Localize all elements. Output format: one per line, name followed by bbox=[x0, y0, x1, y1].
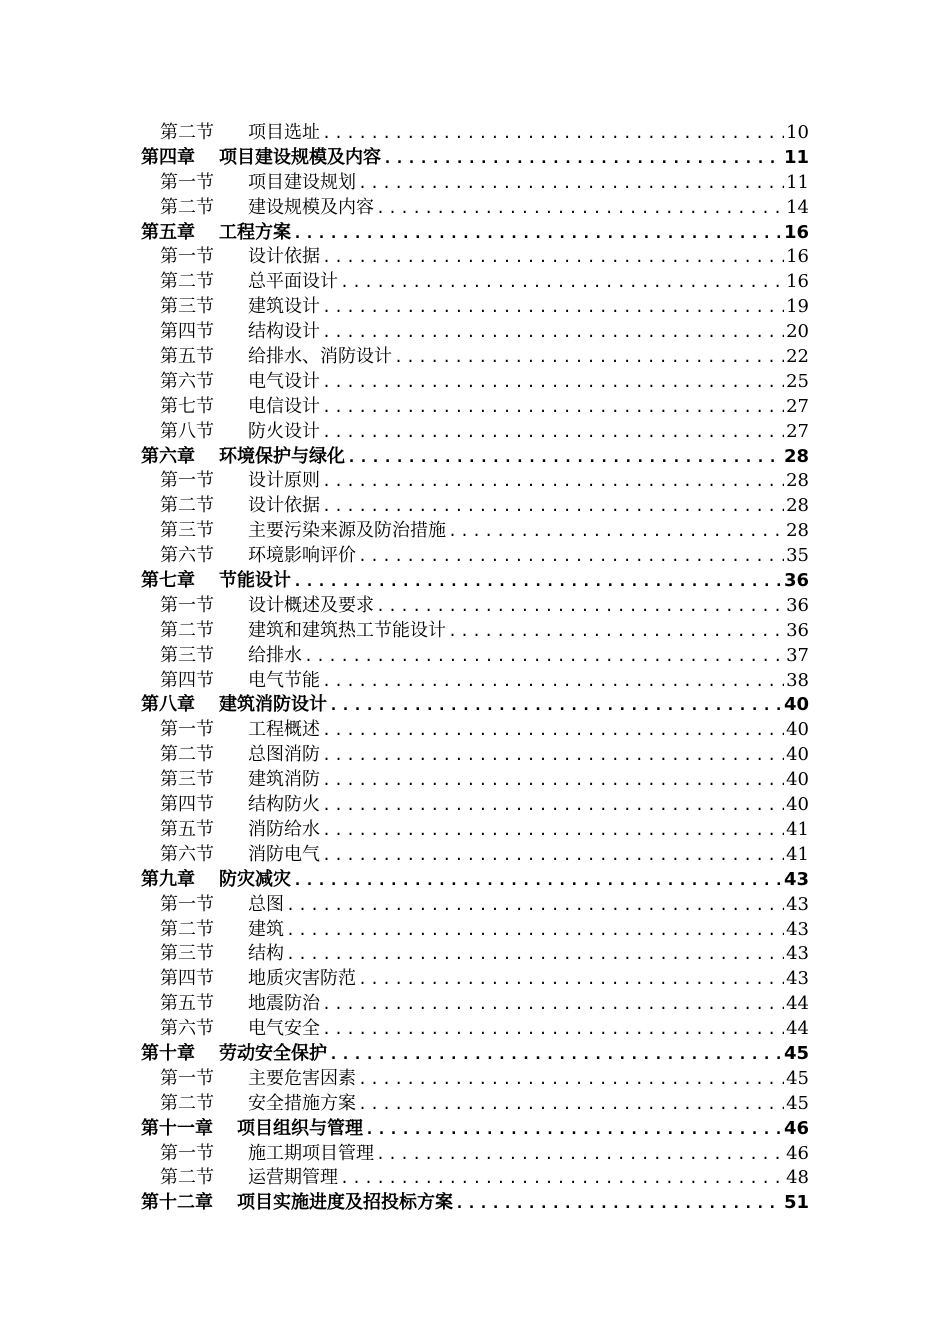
dot-leader bbox=[293, 221, 782, 246]
dot-leader bbox=[358, 544, 784, 569]
page-number: 45 bbox=[783, 1042, 809, 1064]
section-number: 第六节 bbox=[160, 843, 214, 865]
entry-title: 结构 bbox=[248, 943, 284, 965]
entry-title: 工程方案 bbox=[219, 221, 291, 243]
dot-leader bbox=[376, 196, 784, 221]
page-number: 16 bbox=[786, 271, 809, 293]
section-number: 第八节 bbox=[160, 420, 214, 442]
section-number: 第三节 bbox=[160, 943, 214, 965]
toc-section-entry[interactable] bbox=[141, 967, 809, 992]
dot-leader bbox=[448, 519, 784, 544]
entry-title: 项目建设规模及内容 bbox=[219, 146, 381, 168]
page-number: 46 bbox=[786, 1142, 809, 1164]
section-number: 第三节 bbox=[160, 769, 214, 791]
page-number: 45 bbox=[786, 1092, 809, 1114]
toc-section-entry[interactable] bbox=[141, 395, 809, 420]
toc-section-entry[interactable] bbox=[141, 594, 809, 619]
page-number: 45 bbox=[786, 1067, 809, 1089]
toc-entry-label bbox=[160, 171, 356, 196]
page-number: 43 bbox=[783, 868, 809, 890]
toc-entry-label bbox=[160, 295, 320, 320]
page-number: 40 bbox=[786, 719, 809, 741]
toc-section-entry[interactable] bbox=[141, 793, 809, 818]
toc-entry-label bbox=[141, 868, 291, 893]
toc-entry-label bbox=[141, 445, 345, 470]
toc-section-entry[interactable] bbox=[141, 918, 809, 943]
dot-leader bbox=[322, 843, 784, 868]
dot-leader bbox=[293, 569, 782, 594]
dot-leader bbox=[347, 445, 782, 470]
toc-entry-label bbox=[141, 693, 327, 718]
section-number: 第二节 bbox=[160, 196, 214, 218]
section-number: 第一节 bbox=[160, 171, 214, 193]
toc-entry-label bbox=[141, 1042, 327, 1067]
entry-title: 项目实施进度及招投标方案 bbox=[237, 1192, 453, 1214]
toc-section-entry[interactable] bbox=[141, 370, 809, 395]
page-number: 36 bbox=[786, 594, 809, 616]
entry-title: 防火设计 bbox=[248, 420, 320, 442]
dot-leader bbox=[383, 146, 782, 171]
dot-leader bbox=[322, 420, 784, 445]
entry-title: 给排水 bbox=[248, 644, 302, 666]
dot-leader bbox=[322, 320, 784, 345]
toc-entry-label bbox=[160, 967, 356, 992]
dot-leader bbox=[329, 693, 782, 718]
entry-title: 防灾减灾 bbox=[219, 868, 291, 890]
toc-entry-label bbox=[160, 245, 320, 270]
toc-entry-label bbox=[160, 743, 320, 768]
entry-title: 电气节能 bbox=[248, 669, 320, 691]
entry-title: 消防电气 bbox=[248, 843, 320, 865]
toc-section-entry[interactable] bbox=[141, 494, 809, 519]
entry-title: 项目选址 bbox=[248, 122, 320, 143]
page-number: 36 bbox=[783, 570, 809, 592]
toc-section-entry[interactable] bbox=[141, 420, 809, 445]
section-number: 第四节 bbox=[160, 968, 214, 990]
entry-title: 安全措施方案 bbox=[248, 1092, 356, 1114]
page-number: 19 bbox=[786, 296, 809, 318]
page-number: 35 bbox=[786, 545, 809, 567]
dot-leader bbox=[286, 942, 784, 967]
toc-section-entry[interactable] bbox=[141, 544, 809, 569]
toc-entry-label bbox=[141, 1191, 453, 1216]
toc-entry-label bbox=[160, 669, 320, 694]
toc-entry-label bbox=[160, 893, 284, 918]
dot-leader bbox=[286, 918, 784, 943]
section-number: 第一节 bbox=[160, 1142, 214, 1164]
entry-title: 主要危害因素 bbox=[248, 1067, 356, 1089]
toc-entry-label bbox=[160, 1142, 374, 1167]
table-of-contents bbox=[141, 121, 809, 1216]
toc-entry-label bbox=[160, 992, 320, 1017]
chapter-number: 第七章 bbox=[141, 570, 195, 592]
dot-leader bbox=[322, 992, 784, 1017]
page-number: 28 bbox=[786, 520, 809, 542]
page-number: 25 bbox=[786, 370, 809, 392]
toc-section-entry[interactable] bbox=[141, 768, 809, 793]
section-number: 第三节 bbox=[160, 520, 214, 542]
entry-title: 总平面设计 bbox=[248, 271, 338, 293]
dot-leader bbox=[376, 594, 784, 619]
dot-leader bbox=[322, 370, 784, 395]
entry-title: 总图消防 bbox=[248, 744, 320, 766]
dot-leader bbox=[322, 494, 784, 519]
toc-chapter-entry[interactable] bbox=[141, 569, 809, 594]
chapter-number: 第六章 bbox=[141, 445, 195, 467]
dot-leader bbox=[394, 345, 784, 370]
toc-chapter-entry[interactable] bbox=[141, 445, 809, 470]
page-number: 11 bbox=[783, 146, 809, 168]
dot-leader bbox=[293, 868, 782, 893]
entry-title: 建筑消防设计 bbox=[219, 694, 327, 716]
toc-entry-label bbox=[160, 494, 320, 519]
entry-title: 运营期管理 bbox=[248, 1167, 338, 1189]
toc-section-entry[interactable] bbox=[141, 295, 809, 320]
toc-section-entry[interactable] bbox=[141, 893, 809, 918]
toc-section-entry[interactable] bbox=[141, 171, 809, 196]
toc-section-entry[interactable] bbox=[141, 818, 809, 843]
entry-title: 结构设计 bbox=[248, 321, 320, 343]
dot-leader bbox=[322, 295, 784, 320]
entry-title: 电信设计 bbox=[248, 395, 320, 417]
dot-leader bbox=[322, 718, 784, 743]
page-number: 38 bbox=[786, 669, 809, 691]
dot-leader bbox=[322, 743, 784, 768]
chapter-number: 第九章 bbox=[141, 868, 195, 890]
page-number: 40 bbox=[786, 794, 809, 816]
toc-entry-label bbox=[160, 843, 320, 868]
toc-section-entry[interactable] bbox=[141, 669, 809, 694]
toc-entry-label bbox=[141, 569, 291, 594]
dot-leader bbox=[322, 818, 784, 843]
section-number: 第七节 bbox=[160, 395, 214, 417]
toc-entry-label bbox=[160, 768, 320, 793]
entry-title: 环境影响评价 bbox=[248, 545, 356, 567]
toc-section-entry[interactable] bbox=[141, 320, 809, 345]
page-number: 41 bbox=[786, 843, 809, 865]
section-number: 第二节 bbox=[160, 619, 214, 641]
entry-title: 节能设计 bbox=[219, 570, 291, 592]
section-number: 第三节 bbox=[160, 296, 214, 318]
entry-title: 建筑消防 bbox=[248, 769, 320, 791]
toc-entry-label bbox=[160, 619, 446, 644]
entry-title: 施工期项目管理 bbox=[248, 1142, 374, 1164]
entry-title: 总图 bbox=[248, 893, 284, 915]
toc-section-entry[interactable] bbox=[141, 519, 809, 544]
toc-entry-label bbox=[160, 196, 374, 221]
page-number: 22 bbox=[786, 346, 809, 368]
toc-entry-label bbox=[141, 221, 291, 246]
section-number: 第二节 bbox=[160, 1167, 214, 1189]
toc-entry-label bbox=[160, 544, 356, 569]
toc-chapter-entry[interactable] bbox=[141, 1117, 809, 1142]
section-number: 第六节 bbox=[160, 1018, 214, 1040]
chapter-number: 第十一章 bbox=[141, 1117, 213, 1139]
toc-section-entry[interactable] bbox=[141, 1166, 809, 1191]
entry-title: 电气设计 bbox=[248, 370, 320, 392]
page-number: 40 bbox=[786, 769, 809, 791]
page-number: 43 bbox=[786, 943, 809, 965]
chapter-number: 第五章 bbox=[141, 221, 195, 243]
page-number: 46 bbox=[783, 1117, 809, 1139]
section-number: 第一节 bbox=[160, 246, 214, 268]
section-number: 第二节 bbox=[160, 271, 214, 293]
section-number: 第四节 bbox=[160, 669, 214, 691]
page-number: 28 bbox=[786, 470, 809, 492]
page-number: 51 bbox=[783, 1192, 809, 1214]
entry-title: 设计概述及要求 bbox=[248, 594, 374, 616]
toc-section-entry[interactable] bbox=[141, 619, 809, 644]
toc-section-entry[interactable] bbox=[141, 942, 809, 967]
entry-title: 设计依据 bbox=[248, 495, 320, 517]
dot-leader bbox=[376, 1142, 784, 1167]
toc-section-entry[interactable] bbox=[141, 1092, 809, 1117]
toc-entry-label bbox=[160, 594, 374, 619]
toc-section-entry[interactable] bbox=[141, 718, 809, 743]
toc-section-entry[interactable] bbox=[141, 270, 809, 295]
section-number: 第二节 bbox=[160, 495, 214, 517]
dot-leader bbox=[322, 121, 784, 146]
entry-title: 建设规模及内容 bbox=[248, 196, 374, 218]
toc-entry-label bbox=[160, 519, 446, 544]
page-number: 27 bbox=[786, 395, 809, 417]
section-number: 第六节 bbox=[160, 370, 214, 392]
dot-leader bbox=[358, 1092, 784, 1117]
toc-entry-label bbox=[160, 1017, 320, 1042]
dot-leader bbox=[455, 1191, 782, 1216]
toc-entry-label bbox=[160, 121, 320, 146]
section-number: 第五节 bbox=[160, 993, 214, 1015]
page-number: 36 bbox=[786, 619, 809, 641]
chapter-number: 第十章 bbox=[141, 1042, 195, 1064]
page-number: 11 bbox=[786, 171, 809, 193]
toc-chapter-entry[interactable] bbox=[141, 146, 809, 171]
dot-leader bbox=[322, 793, 784, 818]
section-number: 第四节 bbox=[160, 321, 214, 343]
toc-section-entry[interactable] bbox=[141, 196, 809, 221]
page-number: 44 bbox=[786, 993, 809, 1015]
dot-leader bbox=[322, 768, 784, 793]
toc-entry-label bbox=[160, 818, 320, 843]
toc-entry-label bbox=[160, 793, 320, 818]
dot-leader bbox=[340, 270, 784, 295]
entry-title: 劳动安全保护 bbox=[219, 1042, 327, 1064]
entry-title: 消防给水 bbox=[248, 818, 320, 840]
dot-leader bbox=[358, 171, 784, 196]
toc-section-entry[interactable] bbox=[141, 121, 809, 146]
toc-section-entry[interactable] bbox=[141, 345, 809, 370]
dot-leader bbox=[448, 619, 784, 644]
section-number: 第二节 bbox=[160, 918, 214, 940]
toc-entry-label bbox=[160, 1166, 338, 1191]
page-number: 43 bbox=[786, 893, 809, 915]
section-number: 第六节 bbox=[160, 545, 214, 567]
toc-entry-label bbox=[160, 1092, 356, 1117]
dot-leader bbox=[286, 893, 784, 918]
dot-leader bbox=[358, 967, 784, 992]
entry-title: 主要污染来源及防治措施 bbox=[248, 520, 446, 542]
toc-entry-label bbox=[160, 469, 320, 494]
toc-entry-label bbox=[160, 320, 320, 345]
toc-entry-label bbox=[160, 942, 284, 967]
chapter-number: 第八章 bbox=[141, 694, 195, 716]
entry-title: 结构防火 bbox=[248, 794, 320, 816]
section-number: 第二节 bbox=[160, 122, 214, 143]
dot-leader bbox=[322, 1017, 784, 1042]
toc-entry-label bbox=[160, 644, 302, 669]
toc-entry-label bbox=[160, 718, 320, 743]
toc-chapter-entry[interactable] bbox=[141, 221, 809, 246]
page-number: 43 bbox=[786, 918, 809, 940]
dot-leader bbox=[322, 469, 784, 494]
page-number: 37 bbox=[786, 644, 809, 666]
section-number: 第一节 bbox=[160, 470, 214, 492]
entry-title: 项目建设规划 bbox=[248, 171, 356, 193]
toc-section-entry[interactable] bbox=[141, 992, 809, 1017]
toc-entry-label bbox=[160, 370, 320, 395]
chapter-number: 第四章 bbox=[141, 146, 195, 168]
page-number: 20 bbox=[786, 321, 809, 343]
dot-leader bbox=[358, 1067, 784, 1092]
toc-entry-label bbox=[160, 345, 392, 370]
entry-title: 设计原则 bbox=[248, 470, 320, 492]
page-number: 48 bbox=[786, 1167, 809, 1189]
toc-section-entry[interactable] bbox=[141, 743, 809, 768]
entry-title: 电气安全 bbox=[248, 1018, 320, 1040]
page-number: 44 bbox=[786, 1018, 809, 1040]
page-number: 41 bbox=[786, 818, 809, 840]
dot-leader bbox=[365, 1117, 782, 1142]
dot-leader bbox=[322, 245, 784, 270]
toc-chapter-entry[interactable] bbox=[141, 693, 809, 718]
toc-entry-label bbox=[160, 395, 320, 420]
toc-entry-label bbox=[160, 420, 320, 445]
page-number: 28 bbox=[786, 495, 809, 517]
entry-title: 环境保护与绿化 bbox=[219, 445, 345, 467]
page-number: 27 bbox=[786, 420, 809, 442]
section-number: 第三节 bbox=[160, 644, 214, 666]
toc-entry-label bbox=[160, 918, 284, 943]
section-number: 第二节 bbox=[160, 1092, 214, 1114]
page-number: 10 bbox=[786, 122, 809, 143]
toc-section-entry[interactable] bbox=[141, 469, 809, 494]
toc-entry-label bbox=[141, 1117, 363, 1142]
dot-leader bbox=[340, 1166, 784, 1191]
entry-title: 工程概述 bbox=[248, 719, 320, 741]
toc-section-entry[interactable] bbox=[141, 1142, 809, 1167]
dot-leader bbox=[322, 669, 784, 694]
entry-title: 地震防治 bbox=[248, 993, 320, 1015]
toc-section-entry[interactable] bbox=[141, 245, 809, 270]
dot-leader bbox=[329, 1042, 782, 1067]
section-number: 第五节 bbox=[160, 818, 214, 840]
dot-leader bbox=[322, 395, 784, 420]
toc-section-entry[interactable] bbox=[141, 644, 809, 669]
section-number: 第五节 bbox=[160, 346, 214, 368]
section-number: 第二节 bbox=[160, 744, 214, 766]
page-number: 40 bbox=[786, 744, 809, 766]
toc-chapter-entry[interactable] bbox=[141, 868, 809, 893]
entry-title: 建筑和建筑热工节能设计 bbox=[248, 619, 446, 641]
entry-title: 建筑设计 bbox=[248, 296, 320, 318]
toc-section-entry[interactable] bbox=[141, 1067, 809, 1092]
toc-entry-label bbox=[160, 1067, 356, 1092]
dot-leader bbox=[304, 644, 784, 669]
entry-title: 项目组织与管理 bbox=[237, 1117, 363, 1139]
section-number: 第一节 bbox=[160, 1067, 214, 1089]
toc-chapter-entry[interactable] bbox=[141, 1042, 809, 1067]
page-number: 16 bbox=[783, 221, 809, 243]
page-number: 40 bbox=[783, 694, 809, 716]
entry-title: 建筑 bbox=[248, 918, 284, 940]
toc-entry-label bbox=[141, 146, 381, 171]
entry-title: 设计依据 bbox=[248, 246, 320, 268]
toc-section-entry[interactable] bbox=[141, 843, 809, 868]
chapter-number: 第十二章 bbox=[141, 1192, 213, 1214]
page-number: 28 bbox=[783, 445, 809, 467]
page-number: 14 bbox=[786, 196, 809, 218]
entry-title: 地质灾害防范 bbox=[248, 968, 356, 990]
page-number: 43 bbox=[786, 968, 809, 990]
entry-title: 给排水、消防设计 bbox=[248, 346, 392, 368]
section-number: 第一节 bbox=[160, 719, 214, 741]
section-number: 第四节 bbox=[160, 794, 214, 816]
toc-section-entry[interactable] bbox=[141, 1017, 809, 1042]
page-number: 16 bbox=[786, 246, 809, 268]
section-number: 第一节 bbox=[160, 594, 214, 616]
section-number: 第一节 bbox=[160, 893, 214, 915]
toc-chapter-entry[interactable] bbox=[141, 1191, 809, 1216]
toc-entry-label bbox=[160, 270, 338, 295]
